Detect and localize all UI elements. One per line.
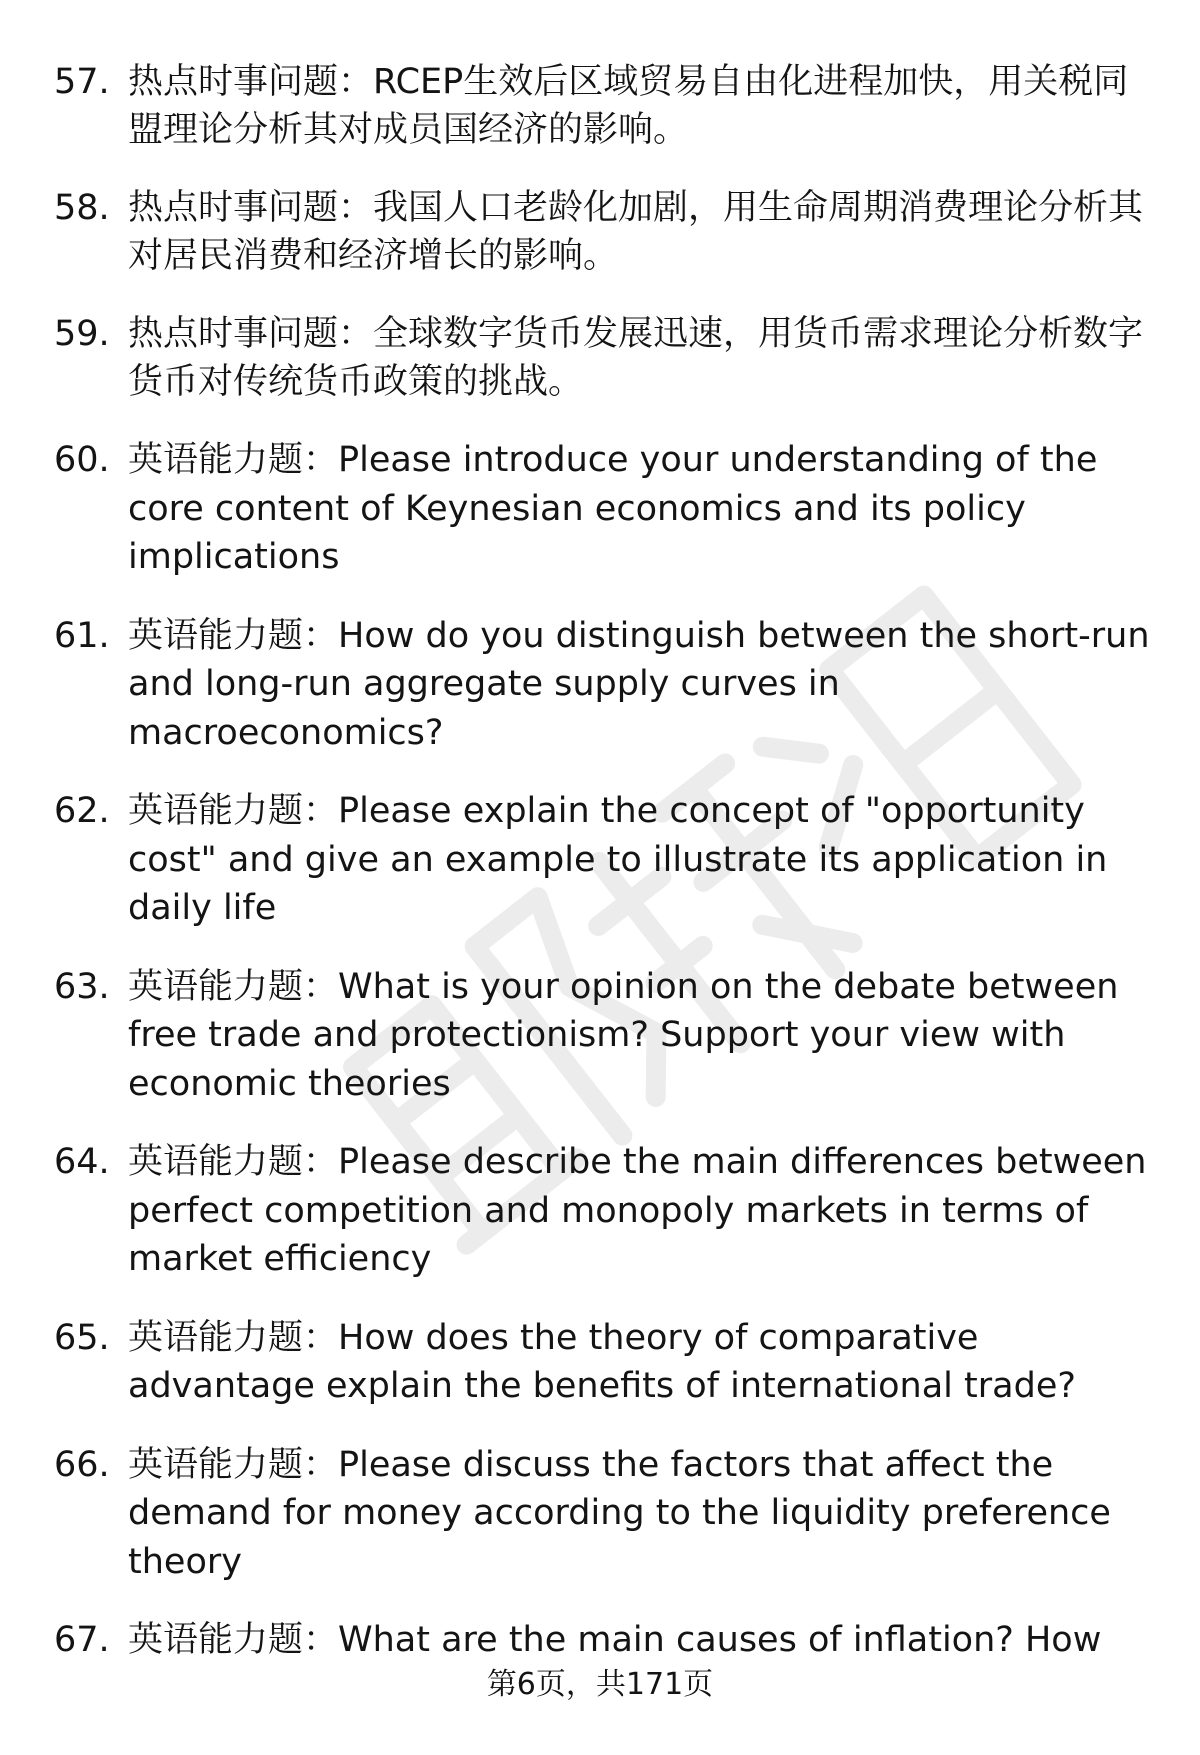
question-item-67 [0,1616,1200,1665]
question-number: 63. [54,966,110,1007]
question-list [0,58,1200,1695]
question-number: 66. [54,1444,110,1485]
question-text: 英语能力题：Please introduce your understanding of the core content of Keynesian economics and its policy implications [128,440,1098,577]
question-number: 60. [54,440,110,480]
page-footer: 第6页，共171页 [486,1667,714,1702]
question-number: 64. [54,1142,110,1182]
question-text: 英语能力题：What is your opinion on the debate between free trade and protectionism? Support your view with economic theories [128,966,1119,1104]
question-item-65 [0,1314,1200,1411]
question-number: 62. [54,791,110,831]
question-number: 59. [54,314,110,354]
question-item-64 [0,1138,1200,1284]
question-item-61 [0,612,1200,758]
question-text: 热点时事问题：全球数字货币发展迅速，用货币需求理论分析数字货币对传统货币政策的挑战。 [128,314,1144,402]
question-item-63 [0,963,1200,1109]
question-text: 英语能力题：How do you distinguish between the short-run and long-run aggregate supply curves in macroeconomics? [128,615,1150,753]
question-text: 热点时事问题：我国人口老龄化加剧，用生命周期消费理论分析其对居民消费和经济增长的影响。 [128,188,1144,276]
question-number: 61. [54,615,110,656]
question-item-59 [0,310,1200,406]
question-text: 英语能力题：Please explain the concept of "opportunity cost" and give an example to illustrate its application in daily life [128,791,1108,928]
question-item-60 [0,436,1200,582]
question-text: 英语能力题：What are the main causes of inflation? How [128,1620,1102,1660]
question-item-58 [0,184,1200,280]
question-number: 65. [54,1317,110,1358]
question-text: 英语能力题：Please discuss the factors that affect the demand for money according to the liquidity preference theory [128,1444,1111,1582]
question-number: 67. [54,1620,110,1660]
question-text: 英语能力题：Please describe the main differences between perfect competition and monopoly markets in terms of market efficiency [128,1142,1147,1279]
question-item-66 [0,1441,1200,1587]
question-item-62 [0,787,1200,933]
question-item-57 [0,58,1200,154]
question-text: 英语能力题：How does the theory of comparative advantage explain the benefits of international trade? [128,1317,1076,1406]
question-number: 57. [54,62,110,102]
question-number: 58. [54,188,110,228]
question-text: 热点时事问题：RCEP生效后区域贸易自由化进程加快，用关税同盟理论分析其对成员国经济的影响。 [128,62,1129,150]
